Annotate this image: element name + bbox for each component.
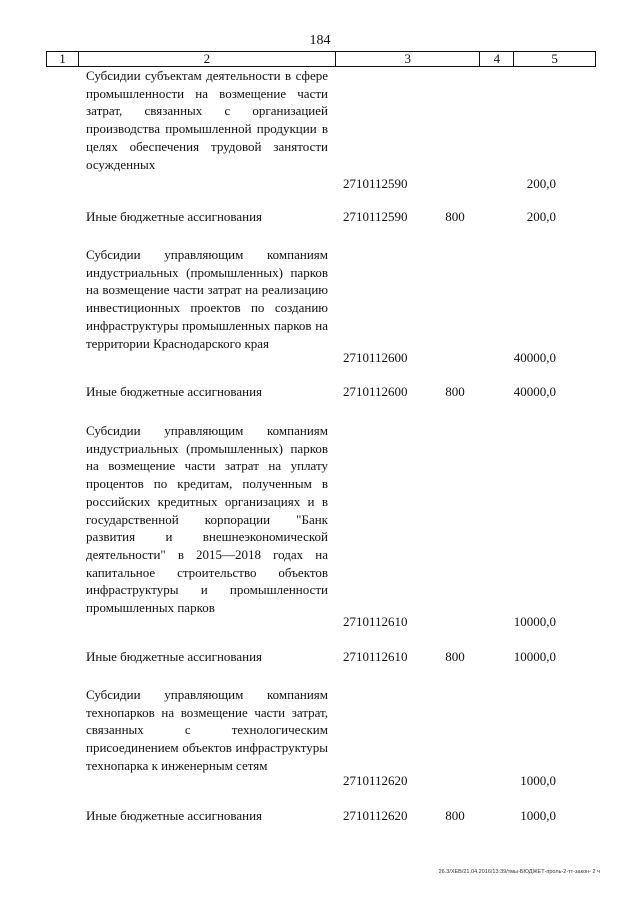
row-category: 800 [445, 209, 465, 224]
row-description: Иные бюджетные ассигнования [86, 808, 263, 823]
row-code: 2710112600 [343, 384, 408, 399]
row-amount: 200,0 [526, 209, 556, 224]
page-number: 184 [309, 33, 331, 48]
column-header-2: 2 [79, 52, 336, 66]
row-amount: 10000,0 [513, 614, 556, 629]
row-code: 2710112620 [343, 808, 408, 823]
row-amount: 1000,0 [520, 773, 556, 788]
row-amount: 10000,0 [513, 649, 556, 664]
column-header-5: 5 [551, 51, 558, 66]
row-description: Иные бюджетные ассигнования [86, 209, 263, 224]
row-description: Иные бюджетные ассигнования [86, 384, 263, 399]
row-description: Субсидии управляющим компаниям технопарков на возмещение части затрат, связанных с технологическим присоединением объектов инфраструктуры технопарка к инженерным сетям [86, 687, 328, 773]
row-description: Субсидии субъектам деятельности в сфере промышленности на возмещение части затрат, связанных с организацией производства промышленной продукции в целях обеспечения трудовой занятости осужденных [86, 68, 328, 172]
row-code: 2710112610 [343, 649, 408, 664]
row-description: Субсидии управляющим компаниям индустриальных (промышленных) парков на возмещение части затрат на реализацию инвестиционных проектов по созданию инфраструктуры промышленных парков на территории Краснодарского края [86, 247, 328, 351]
column-header-3: 3 [336, 52, 480, 66]
row-amount: 40000,0 [513, 384, 556, 399]
row-amount: 1000,0 [520, 808, 556, 823]
column-header-4: 4 [480, 52, 514, 66]
row-category: 800 [445, 384, 465, 399]
row-description: Иные бюджетные ассигнования [86, 649, 263, 664]
row-code: 2710112590 [343, 176, 408, 191]
table-header [46, 51, 596, 67]
row-category: 800 [445, 808, 465, 823]
document-footer: 26.3/ХЕВ/21.04.2016/13:39/тмы-БЮДЖЕТ-проль-2-тт-закон- 2 ч [438, 869, 600, 875]
row-amount: 40000,0 [513, 350, 556, 365]
row-code: 2710112600 [343, 350, 408, 365]
row-description: Субсидии управляющим компаниям индустриальных (промышленных) парков на возмещение части затрат на уплату процентов по кредитам, полученным в российских кредитных организациях и в государственной корпорации "Банк развития и внешнеэкономической деятельности" в 2015—2018 годах на капитальное строительство объектов инфраструктуры и промышленности промышленных парков [86, 423, 328, 616]
row-code: 2710112590 [343, 209, 408, 224]
row-code: 2710112620 [343, 773, 408, 788]
row-code: 2710112610 [343, 614, 408, 629]
column-header-1: 1 [47, 52, 79, 66]
row-amount: 200,0 [526, 176, 556, 191]
row-category: 800 [445, 649, 465, 664]
